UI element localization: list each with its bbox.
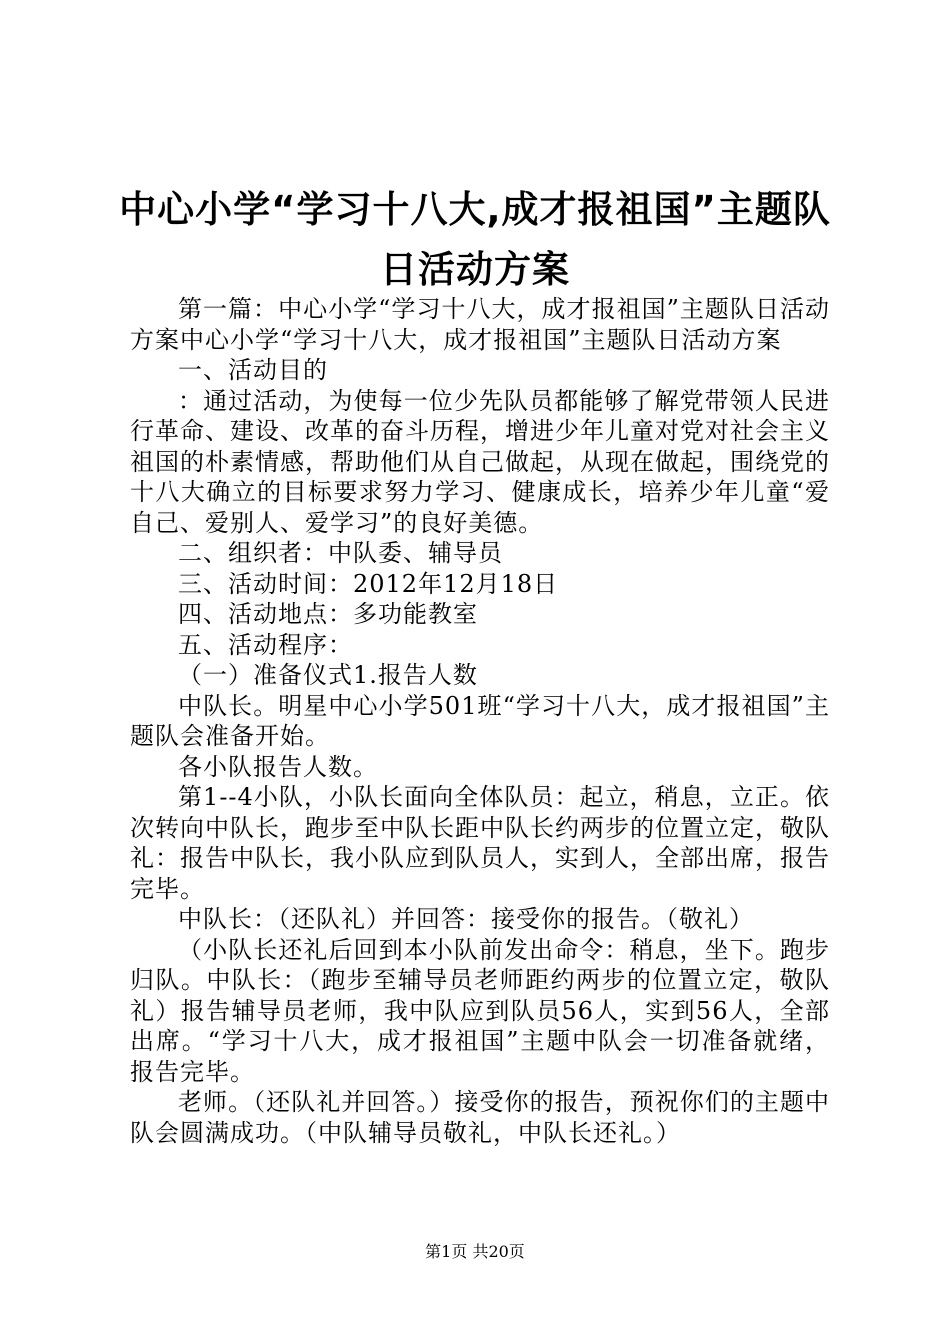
paragraph-location: 四、活动地点：多功能教室 [178,600,478,628]
paragraph-squad-procedure: 第1--4小队，小队长面向全体队员：起立，稍息，立正。依次转向中队长，跑步至中队长距中队长约两步的位置立定，敬队礼：报告中队长，我小队应到队员人，实到人，全部出席，报告完毕。 [130,783,830,903]
page-footer: 第1页 共20页 [425,1242,525,1261]
paragraph-intro: 第一篇：中心小学“学习十八大，成才报祖国”主题队日活动方案中心小学“学习十八大，成才报祖国”主题队日活动方案 [130,295,830,354]
document-title-line-1: 中心小学“学习十八大,成才报祖国”主题队 [119,188,831,231]
paragraph-organizer: 二、组织者：中队委、辅导员 [178,539,503,567]
paragraph-preparation: （一）准备仪式1.报告人数 [178,661,478,689]
paragraph-time: 三、活动时间：2012年12月18日 [178,569,559,598]
paragraph-section-1-heading: 一、活动目的 [178,356,328,384]
paragraph-captain-reply: 中队长：（还队礼）并回答：接受你的报告。（敬礼） [178,905,754,933]
document-body [130,294,830,1148]
paragraph-squads-report: 各小队报告人数。 [178,752,378,781]
paragraph-purpose: ：通过活动，为使每一位少先队员都能够了解党带领人民进行革命、建设、改革的奋斗历程，增进少年儿童对党对社会主义祖国的朴素情感，帮助他们从自己做起，从现在做起，围绕党的十八大确立的目标要求努力学习、健康成长，培养少年儿童“爱自己、爱别人、爱学习”的良好美德。 [130,386,830,537]
document-title-line-2: 日活动方案 [380,248,570,291]
paragraph-captain-announce: 中队长。明星中心小学501班“学习十八大，成才报祖国”主题队会准备开始。 [130,691,830,750]
paragraph-procedure-heading: 五、活动程序： [178,630,353,659]
paragraph-teacher-reply: 老师。（还队礼并回答。）接受你的报告，预祝你们的主题中队会圆满成功。（中队辅导员敬礼，中队长还礼。） [130,1088,830,1147]
paragraph-captain-report: （小队长还礼后回到本小队前发出命令：稍息，坐下。跑步归队。中队长：（跑步至辅导员老师距约两步的位置立定，敬队礼）报告辅导员老师，我中队应到队员56人，实到56人，全部出席。“学习十八大，成才报祖国”主题中队会一切准备就绪，报告完毕。 [130,935,830,1086]
